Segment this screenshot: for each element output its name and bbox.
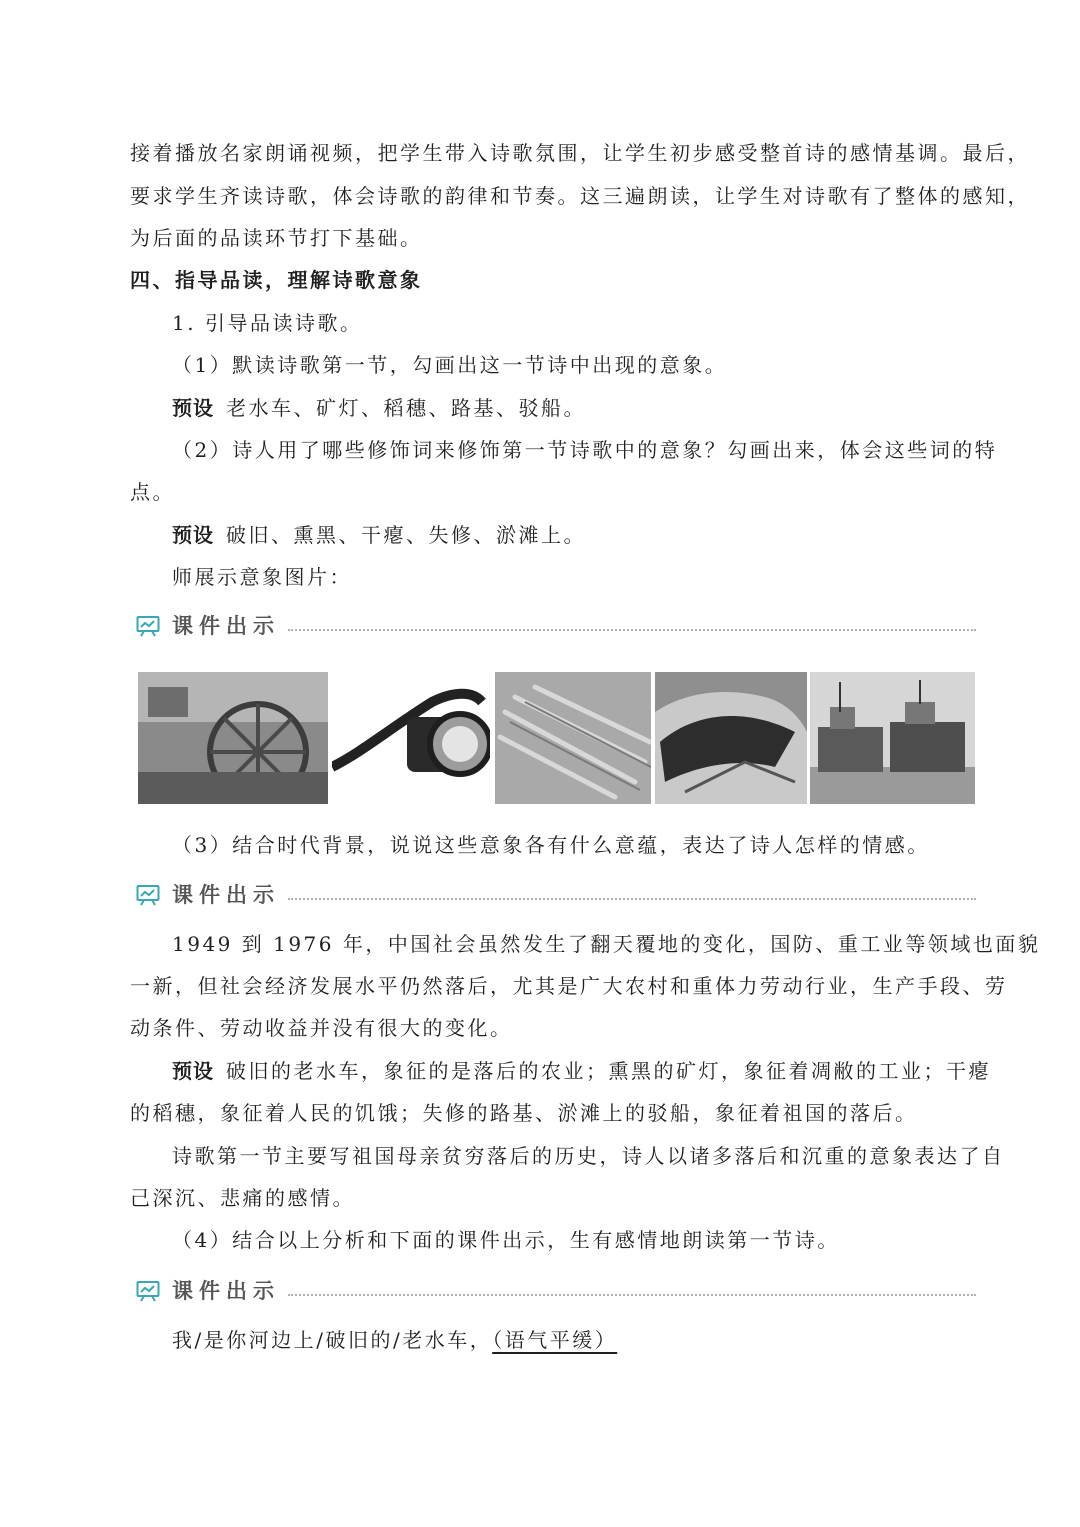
question-3: （3）结合时代背景，说说这些意象各有什么意蕴，表达了诗人怎样的情感。 <box>172 833 930 857</box>
tone-note: （语气平缓） <box>492 1328 618 1352</box>
question-2-line-1: （2）诗人用了哪些修饰词来修饰第一节诗歌中的意象？勾画出来，体会这些词的特 <box>172 438 998 462</box>
answer-3-text: 破旧的老水车，象征的是落后的农业；熏黑的矿灯，象征着凋敝的工业；干瘪 <box>226 1059 991 1083</box>
answer-3-line-1 <box>172 1050 991 1093</box>
show-images-line: 师展示意象图片： <box>172 565 352 589</box>
intro-line-1: 接着播放名家朗诵视频，把学生带入诗歌氛围，让学生初步感受整首诗的感情基调。最后， <box>130 141 1030 165</box>
section-heading: 四、指导品读，理解诗歌意象 <box>130 268 423 292</box>
summary-line-1: 诗歌第一节主要写祖国母亲贫穷落后的历史，诗人以诸多落后和沉重的意象表达了自 <box>172 1144 1005 1168</box>
courseware-header <box>136 611 976 641</box>
poem-text: 我/是你河边上/破旧的/老水车， <box>172 1328 493 1352</box>
intro-line-3: 为后面的品读环节打下基础。 <box>130 226 423 250</box>
courseware-header <box>136 1276 976 1306</box>
courseware-label: 课件出示 <box>172 883 280 907</box>
answer-1 <box>172 387 980 430</box>
preset-label: 预设 <box>172 1059 214 1083</box>
presentation-board-icon <box>136 615 160 637</box>
rice-ear-image <box>495 672 651 804</box>
answer-3-line-2: 的稻穗，象征着人民的饥饿；失修的路基、淤滩上的驳船，象征着祖国的落后。 <box>130 1101 918 1125</box>
preset-label: 预设 <box>172 396 214 420</box>
barge-image <box>810 672 975 804</box>
question-2-line-2: 点。 <box>130 480 175 504</box>
background-line-2: 一新，但社会经济发展水平仍然落后，尤其是广大农村和重体力劳动行业，生产手段、劳 <box>130 974 1008 998</box>
background-line-3: 动条件、劳动收益并没有很大的变化。 <box>130 1016 513 1040</box>
courseware-label: 课件出示 <box>172 614 280 638</box>
waterwheel-image <box>138 672 328 804</box>
background-line-1: 1949 到 1976 年，中国社会虽然发生了翻天覆地的变化，国防、重工业等领域也面貌 <box>172 932 1041 956</box>
courseware-label: 课件出示 <box>172 1279 280 1303</box>
question-1: （1）默读诗歌第一节，勾画出这一节诗中出现的意象。 <box>172 353 728 377</box>
miner-lamp-image <box>332 672 490 804</box>
question-4: （4）结合以上分析和下面的课件出示，生有感情地朗读第一节诗。 <box>172 1228 840 1252</box>
dotted-divider <box>288 629 976 631</box>
answer-2 <box>172 514 980 557</box>
dotted-divider <box>288 898 976 900</box>
intro-line-2: 要求学生齐读诗歌，体会诗歌的韵律和节奏。这三遍朗读，让学生对诗歌有了整体的感知， <box>130 184 1030 208</box>
presentation-board-icon <box>136 884 160 906</box>
preset-label: 预设 <box>172 523 214 547</box>
roadbed-image <box>655 672 807 804</box>
courseware-header <box>136 880 976 910</box>
summary-line-2: 己深沉、悲痛的感情。 <box>130 1186 355 1210</box>
answer-2-text: 破旧、熏黑、干瘪、失修、淤滩上。 <box>226 523 586 547</box>
dotted-divider <box>288 1294 976 1296</box>
presentation-board-icon <box>136 1280 160 1302</box>
step-1: 1. 引导品读诗歌。 <box>172 311 363 335</box>
answer-1-text: 老水车、矿灯、稻穗、路基、驳船。 <box>226 396 586 420</box>
poem-line <box>172 1319 980 1362</box>
